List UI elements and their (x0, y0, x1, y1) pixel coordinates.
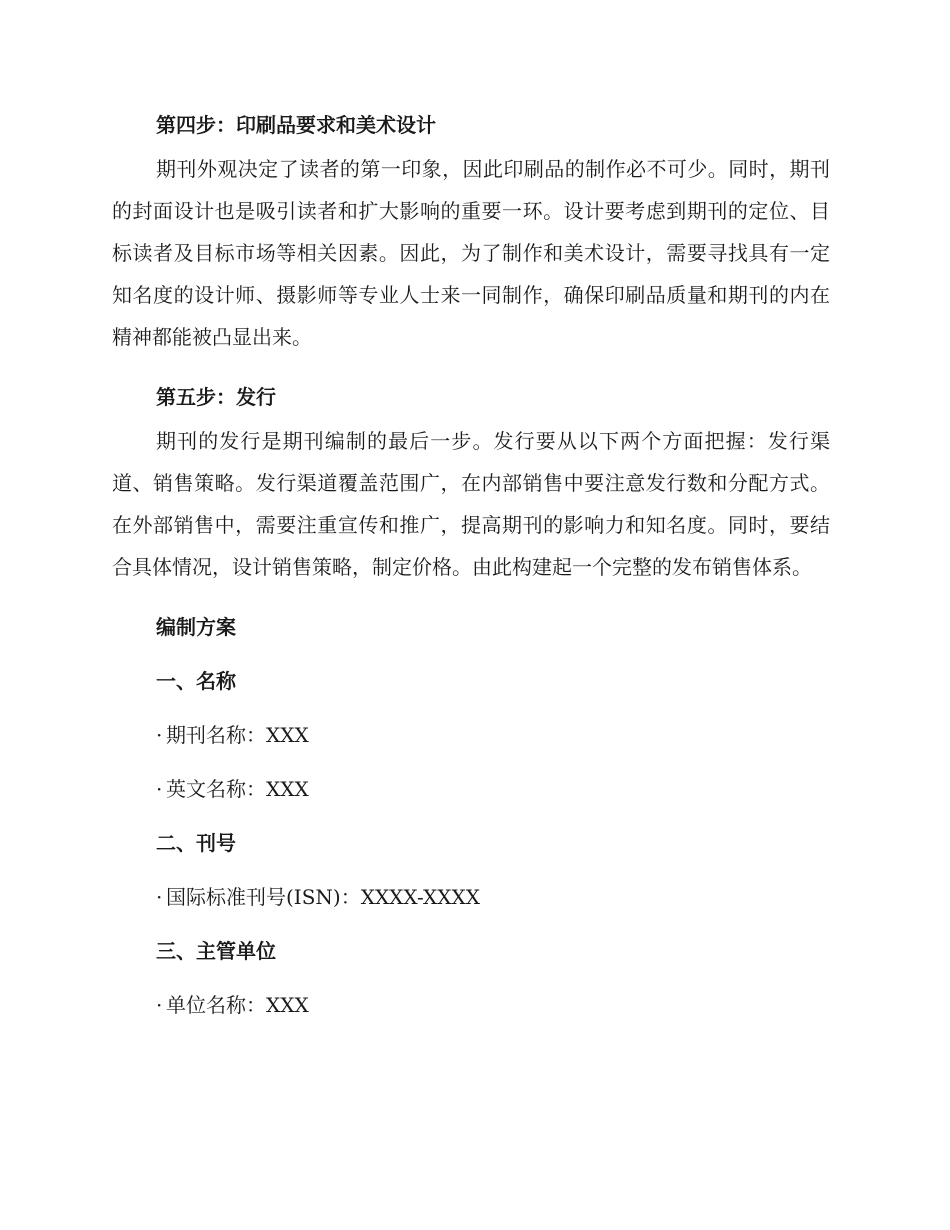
bullet-icon: · (156, 885, 163, 909)
step4-paragraph: 期刊外观决定了读者的第一印象，因此印刷品的制作必不可少。同时，期刊的封面设计也是吸引读者和扩大影响的重要一环。设计要考虑到期刊的定位、目标读者及目标市场等相关因素。因此，为了制作和美术设计，需要寻找具有一定知名度的设计师、摄影师等专业人士来一同制作，确保印刷品质量和期刊的内在精神都能被凸显出来。 (112, 157, 830, 349)
section-issn-heading: 二、刊号 (156, 831, 236, 855)
document-body (112, 110, 830, 1020)
list-item (112, 990, 830, 1020)
step5-paragraph: 期刊的发行是期刊编制的最后一步。发行要从以下两个方面把握：发行渠道、销售策略。发行渠道覆盖范围广，在内部销售中要注意发行数和分配方式。在外部销售中，需要注重宣传和推广，提高期刊的影响力和知名度。同时，要结合具体情况，设计销售策略，制定价格。由此构建起一个完整的发布销售体系。 (112, 429, 830, 579)
plan-heading: 编制方案 (156, 615, 236, 639)
list-item-text: 英文名称：XXX (166, 777, 309, 801)
step5-heading: 第五步：发行 (156, 385, 276, 409)
list-item (112, 774, 830, 804)
list-item-text: 国际标准刊号(ISN)：XXXX-XXXX (166, 885, 480, 909)
list-item (112, 882, 830, 912)
step4-heading: 第四步：印刷品要求和美术设计 (156, 113, 436, 137)
section-name-heading: 一、名称 (156, 669, 236, 693)
list-item-text: 期刊名称：XXX (166, 723, 309, 747)
list-item (112, 720, 830, 750)
bullet-icon: · (156, 993, 163, 1017)
section-authority-heading: 三、主管单位 (156, 939, 276, 963)
bullet-icon: · (156, 777, 163, 801)
list-item-text: 单位名称：XXX (166, 993, 309, 1017)
bullet-icon: · (156, 723, 163, 747)
